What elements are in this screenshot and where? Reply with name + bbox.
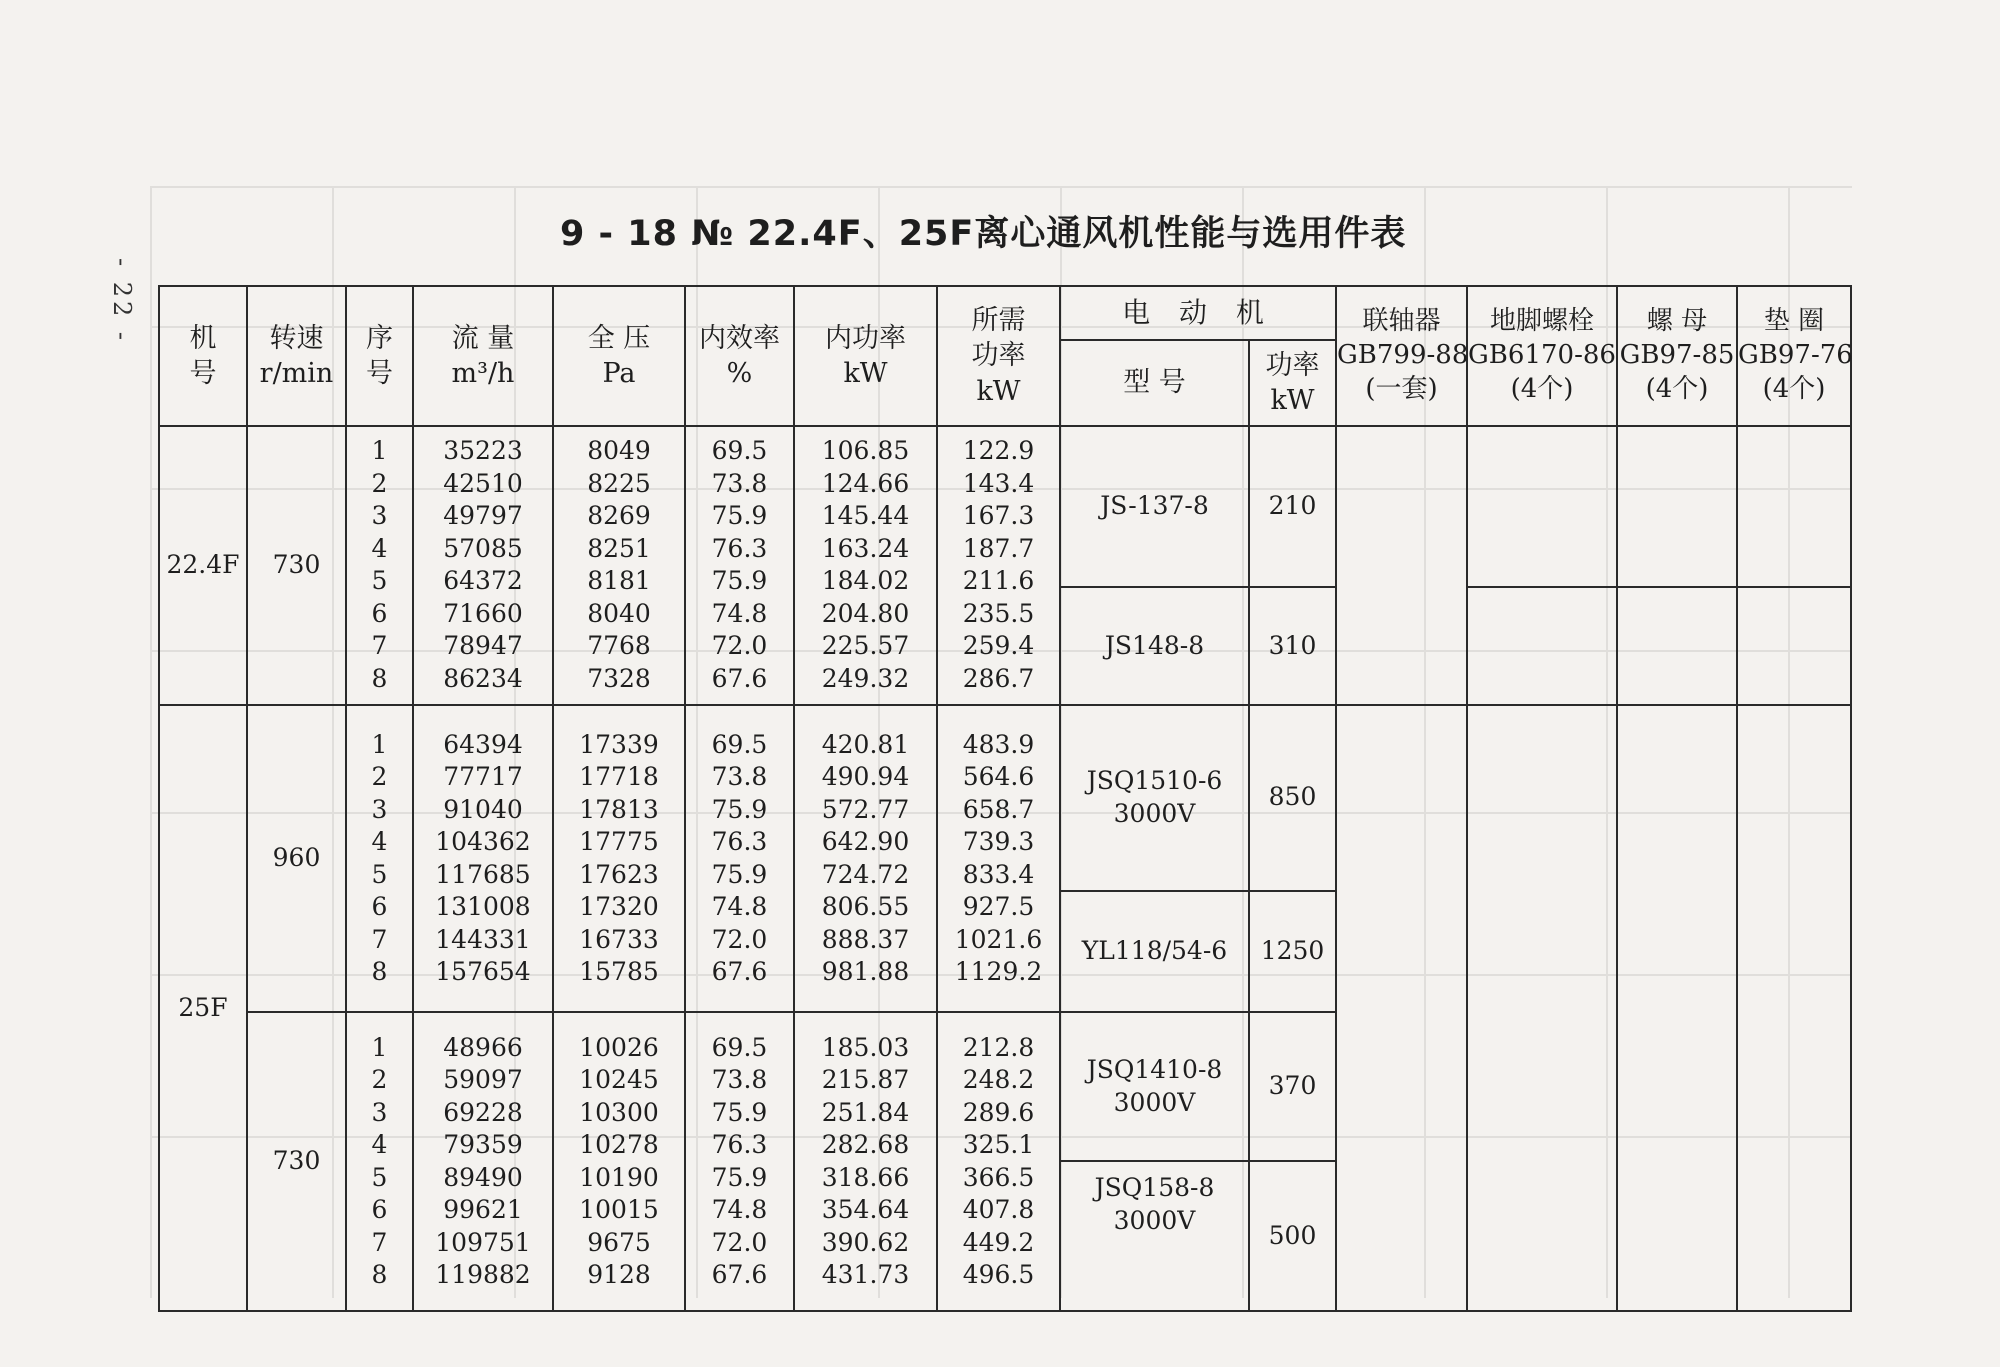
flow-cell [413, 705, 553, 1012]
cell-value: 48966 [443, 1032, 523, 1062]
cell-value: 77717 [443, 762, 523, 792]
required-power-cell [937, 426, 1060, 705]
cell-value: 1021.6 [954, 924, 1043, 954]
machine-cell: 25F [159, 705, 247, 1311]
cell-value: 449.2 [962, 1227, 1035, 1257]
speed-cell: 730 [247, 1012, 346, 1311]
header-flow: 流 量 m³/h [413, 286, 553, 426]
cell-value: 318.66 [821, 1162, 910, 1192]
nut-cell [1617, 426, 1737, 587]
cell-value: 17339 [579, 729, 659, 759]
cell-value: 75.9 [711, 1097, 768, 1127]
cell-value: 8225 [587, 468, 651, 498]
motor-power-cell: 370 [1249, 1012, 1336, 1161]
flow-cell [413, 1012, 553, 1311]
cell-value: 73.8 [711, 1065, 768, 1095]
cell-value: 72.0 [711, 1227, 768, 1257]
cell-value: 119882 [435, 1260, 531, 1290]
page-title: 9 - 18 № 22.4F、25F离心通风机性能与选用件表 [560, 214, 1407, 254]
cell-value: 806.55 [821, 892, 910, 922]
cell-value: 8 [371, 1260, 388, 1290]
cell-value: 8269 [587, 501, 651, 531]
cell-value: 69228 [443, 1097, 523, 1127]
cell-value: 2 [371, 1065, 388, 1095]
seq-cell [346, 705, 413, 1012]
motor-model-cell [1060, 891, 1249, 1013]
cell-value: 248.2 [962, 1065, 1035, 1095]
nut-cell [1617, 587, 1737, 704]
cell-value: 259.4 [962, 631, 1035, 661]
header-pressure: 全 压 Pa [553, 286, 685, 426]
required-power-cell [937, 705, 1060, 1012]
cell-value: 251.84 [821, 1097, 910, 1127]
cell-value: 10015 [579, 1195, 659, 1225]
cell-value: 185.03 [821, 1032, 910, 1062]
header-motor-model: 型 号 [1060, 340, 1249, 426]
cell-value: 739.3 [962, 827, 1035, 857]
cell-value: JSQ1410-8 [1086, 1055, 1223, 1085]
washer-cell [1737, 705, 1851, 1311]
cell-value: 407.8 [962, 1195, 1035, 1225]
cell-value: 69.5 [711, 729, 768, 759]
cell-value: 117685 [435, 859, 531, 889]
page-number: - 22 - [108, 258, 136, 345]
pressure-cell [553, 705, 685, 1012]
cell-value: 106.85 [821, 436, 910, 466]
cell-value: 225.57 [821, 631, 910, 661]
motor-power-cell: 310 [1249, 587, 1336, 704]
nut-cell [1617, 705, 1737, 1311]
cell-value: 3 [371, 501, 388, 531]
cell-value: 15785 [579, 957, 659, 987]
motor-power-cell: 210 [1249, 426, 1336, 587]
cell-value: 124.66 [821, 468, 910, 498]
cell-value: 122.9 [962, 436, 1035, 466]
cell-value: 325.1 [962, 1130, 1035, 1160]
cell-value: YL118/54-6 [1081, 936, 1228, 966]
cell-value: 3 [371, 794, 388, 824]
cell-value: 8 [371, 957, 388, 987]
cell-value: 74.8 [711, 1195, 768, 1225]
cell-value: 9128 [587, 1260, 651, 1290]
header-seq: 序 号 [346, 286, 413, 426]
cell-value: 496.5 [962, 1260, 1035, 1290]
cell-value: 7768 [587, 631, 651, 661]
cell-value: JSQ1510-6 [1086, 766, 1223, 796]
coupling-cell [1336, 705, 1467, 1311]
cell-value: 1 [371, 729, 388, 759]
header-power: 内功率 kW [794, 286, 937, 426]
cell-value: 5 [371, 1162, 388, 1192]
cell-value: 59097 [443, 1065, 523, 1095]
cell-value: JS-137-8 [1100, 491, 1209, 521]
cell-value: 10190 [579, 1162, 659, 1192]
cell-value: 73.8 [711, 762, 768, 792]
fan-performance-table [158, 285, 1852, 1312]
cell-value: 75.9 [711, 859, 768, 889]
cell-value: 10300 [579, 1097, 659, 1127]
cell-value: 64394 [443, 729, 523, 759]
cell-value: 10026 [579, 1032, 659, 1062]
header-machine: 机 号 [159, 286, 247, 426]
cell-value: 76.3 [711, 533, 768, 563]
cell-value: 490.94 [821, 762, 910, 792]
header-motor-group: 电 动 机 [1060, 286, 1336, 340]
cell-value: 5 [371, 566, 388, 596]
table-row [159, 705, 1851, 891]
seq-cell [346, 1012, 413, 1311]
cell-value: 6 [371, 1195, 388, 1225]
cell-value: 8251 [587, 533, 651, 563]
header-nut: 螺 母 GB97-85 (4个) [1617, 286, 1737, 426]
cell-value: 17775 [579, 827, 659, 857]
header-efficiency: 内效率 % [685, 286, 794, 426]
cell-value: 7328 [587, 663, 651, 693]
efficiency-cell [685, 705, 794, 1012]
cell-value: 10245 [579, 1065, 659, 1095]
cell-value: 187.7 [962, 533, 1035, 563]
table-row [159, 426, 1851, 587]
motor-power-cell: 1250 [1249, 891, 1336, 1013]
cell-value: 75.9 [711, 501, 768, 531]
anchor-bolt-cell [1467, 426, 1617, 587]
anchor-bolt-cell [1467, 705, 1617, 1311]
cell-value: 167.3 [962, 501, 1035, 531]
cell-value: 249.32 [821, 663, 910, 693]
cell-value: 86234 [443, 663, 523, 693]
motor-model-cell [1060, 587, 1249, 704]
cell-value: 42510 [443, 468, 523, 498]
cell-value: 833.4 [962, 859, 1035, 889]
cell-value: 49797 [443, 501, 523, 531]
cell-value: 89490 [443, 1162, 523, 1192]
cell-value: 143.4 [962, 468, 1035, 498]
cell-value: 75.9 [711, 1162, 768, 1192]
cell-value: 2 [371, 468, 388, 498]
cell-value: 215.87 [821, 1065, 910, 1095]
cell-value: 75.9 [711, 566, 768, 596]
cell-value: 144331 [435, 924, 531, 954]
speed-cell: 730 [247, 426, 346, 705]
cell-value: 927.5 [962, 892, 1035, 922]
cell-value: 724.72 [821, 859, 910, 889]
cell-value: 79359 [443, 1130, 523, 1160]
cell-value: 91040 [443, 794, 523, 824]
cell-value: JS148-8 [1104, 630, 1205, 660]
cell-value: 2 [371, 762, 388, 792]
washer-cell [1737, 426, 1851, 587]
cell-value: 17623 [579, 859, 659, 889]
motor-model-cell [1060, 1012, 1249, 1161]
flow-cell [413, 426, 553, 705]
cell-value: 289.6 [962, 1097, 1035, 1127]
cell-value: 564.6 [962, 762, 1035, 792]
cell-value: 9675 [587, 1227, 651, 1257]
cell-value: 212.8 [962, 1032, 1035, 1062]
cell-value: 3000V [1113, 798, 1196, 828]
cell-value: 204.80 [821, 598, 910, 628]
cell-value: 67.6 [711, 663, 768, 693]
cell-value: 67.6 [711, 1260, 768, 1290]
cell-value: 104362 [435, 827, 531, 857]
efficiency-cell [685, 1012, 794, 1311]
cell-value: 157654 [435, 957, 531, 987]
anchor-bolt-cell [1467, 587, 1617, 704]
header-washer: 垫 圈 GB97-76 (4个) [1737, 286, 1851, 426]
cell-value: 74.8 [711, 892, 768, 922]
cell-value: 71660 [443, 598, 523, 628]
header-coupling: 联轴器 GB799-88 (一套) [1336, 286, 1467, 426]
cell-value: 282.68 [821, 1130, 910, 1160]
cell-value: 1 [371, 436, 388, 466]
power-cell [794, 1012, 937, 1311]
cell-value: 76.3 [711, 1130, 768, 1160]
efficiency-cell [685, 426, 794, 705]
cell-value: 235.5 [962, 598, 1035, 628]
seq-cell [346, 426, 413, 705]
cell-value: 3000V [1113, 1205, 1196, 1235]
pressure-cell [553, 1012, 685, 1311]
cell-value: 76.3 [711, 827, 768, 857]
cell-value: 64372 [443, 566, 523, 596]
cell-value: 75.9 [711, 794, 768, 824]
cell-value: 211.6 [962, 566, 1035, 596]
cell-value: 8 [371, 663, 388, 693]
machine-cell: 22.4F [159, 426, 247, 705]
cell-value: 4 [371, 827, 388, 857]
cell-value: 7 [371, 631, 388, 661]
cell-value: 69.5 [711, 436, 768, 466]
cell-value: 420.81 [821, 729, 910, 759]
required-power-cell [937, 1012, 1060, 1311]
motor-model-cell [1060, 1161, 1249, 1311]
cell-value: JSQ158-8 [1094, 1173, 1215, 1203]
cell-value: 163.24 [821, 533, 910, 563]
cell-value: 8040 [587, 598, 651, 628]
cell-value: 5 [371, 859, 388, 889]
cell-value: 3000V [1113, 1087, 1196, 1117]
cell-value: 74.8 [711, 598, 768, 628]
cell-value: 145.44 [821, 501, 910, 531]
power-cell [794, 426, 937, 705]
cell-value: 35223 [443, 436, 523, 466]
cell-value: 184.02 [821, 566, 910, 596]
cell-value: 390.62 [821, 1227, 910, 1257]
cell-value: 6 [371, 598, 388, 628]
cell-value: 78947 [443, 631, 523, 661]
cell-value: 131008 [435, 892, 531, 922]
coupling-cell [1336, 426, 1467, 705]
header-speed: 转速 r/min [247, 286, 346, 426]
cell-value: 572.77 [821, 794, 910, 824]
cell-value: 57085 [443, 533, 523, 563]
header-motor-power: 功率 kW [1249, 340, 1336, 426]
cell-value: 72.0 [711, 924, 768, 954]
cell-value: 7 [371, 1227, 388, 1257]
cell-value: 99621 [443, 1195, 523, 1225]
cell-value: 4 [371, 1130, 388, 1160]
cell-value: 17320 [579, 892, 659, 922]
cell-value: 109751 [435, 1227, 531, 1257]
motor-power-cell: 500 [1249, 1161, 1336, 1311]
cell-value: 17813 [579, 794, 659, 824]
cell-value: 69.5 [711, 1032, 768, 1062]
cell-value: 3 [371, 1097, 388, 1127]
cell-value: 17718 [579, 762, 659, 792]
cell-value: 286.7 [962, 663, 1035, 693]
cell-value: 10278 [579, 1130, 659, 1160]
cell-value: 431.73 [821, 1260, 910, 1290]
cell-value: 8049 [587, 436, 651, 466]
washer-cell [1737, 587, 1851, 704]
cell-value: 981.88 [821, 957, 910, 987]
cell-value: 16733 [579, 924, 659, 954]
power-cell [794, 705, 937, 1012]
speed-cell: 960 [247, 705, 346, 1012]
motor-power-cell: 850 [1249, 705, 1336, 891]
motor-model-cell [1060, 705, 1249, 891]
cell-value: 7 [371, 924, 388, 954]
cell-value: 1 [371, 1032, 388, 1062]
header-required-power: 所需 功率 kW [937, 286, 1060, 426]
cell-value: 4 [371, 533, 388, 563]
cell-value: 72.0 [711, 631, 768, 661]
cell-value: 658.7 [962, 794, 1035, 824]
cell-value: 483.9 [962, 729, 1035, 759]
cell-value: 67.6 [711, 957, 768, 987]
cell-value: 6 [371, 892, 388, 922]
cell-value: 73.8 [711, 468, 768, 498]
cell-value: 888.37 [821, 924, 910, 954]
cell-value: 366.5 [962, 1162, 1035, 1192]
cell-value: 642.90 [821, 827, 910, 857]
header-anchor-bolt: 地脚螺栓 GB6170-86 (4个) [1467, 286, 1617, 426]
cell-value: 354.64 [821, 1195, 910, 1225]
pressure-cell [553, 426, 685, 705]
cell-value: 8181 [587, 566, 651, 596]
motor-model-cell [1060, 426, 1249, 587]
cell-value: 1129.2 [954, 957, 1043, 987]
